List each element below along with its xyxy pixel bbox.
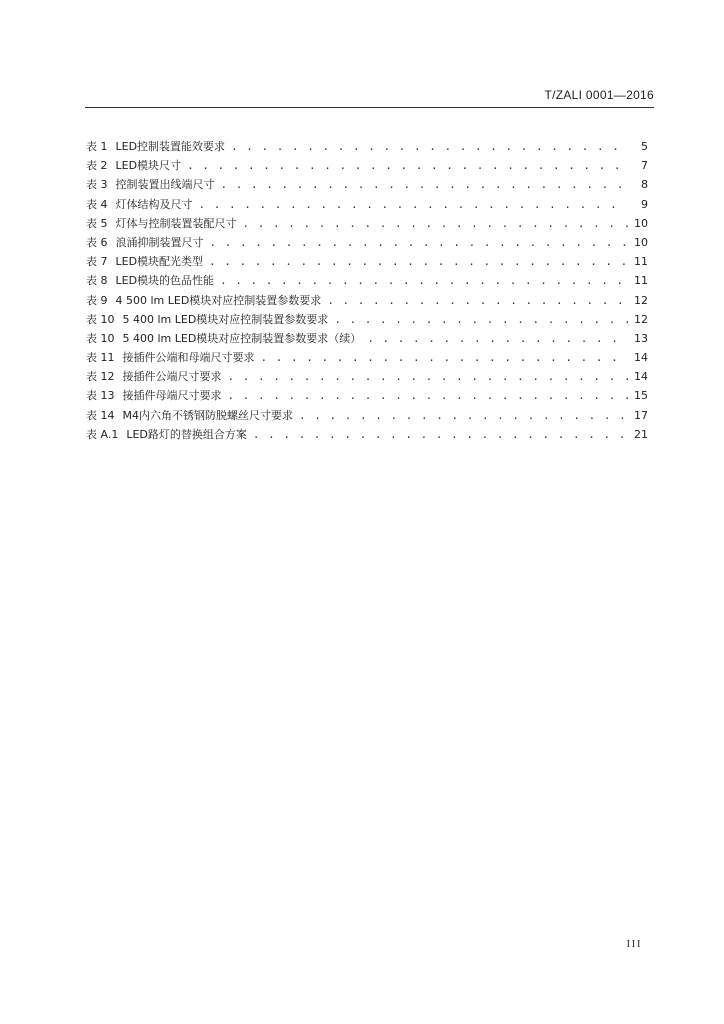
toc-row-title: LED模块配光类型 [115,255,204,269]
toc-row-label: 表 12 [86,370,115,384]
toc-row[interactable] [86,195,648,214]
toc-row-title: 控制装置出线端尺寸 [115,178,215,192]
toc-row-label: 表 5 [86,216,108,230]
toc-leader-dots [210,233,629,252]
toc-row[interactable] [86,175,648,194]
toc-row-label: 表 10 [86,312,115,326]
toc-row-label: 表 13 [86,389,115,403]
toc-row-label: 表 6 [86,235,108,249]
toc-row[interactable] [86,348,648,367]
toc-row-title: LED路灯的替换组合方案 [126,427,247,441]
toc-row-page: 14 [634,370,648,384]
toc-row-title: 灯体结构及尺寸 [115,197,193,211]
toc-row-title: LED控制装置能效要求 [115,140,226,153]
toc-row-title: LED模块尺寸 [115,159,182,173]
toc-row[interactable] [86,252,648,271]
toc-row[interactable] [86,310,648,329]
toc-leader-dots [220,271,628,290]
toc-row-label: 表 7 [86,255,108,269]
toc-row-page: 14 [634,351,648,365]
toc-leader-dots [327,291,628,310]
toc-leader-dots [228,367,629,386]
page-number: III [626,938,642,950]
toc-row[interactable] [86,233,648,252]
toc-row-page: 12 [634,312,648,326]
toc-row-title: 5 400 lm LED模块对应控制装置参数要求（续） [122,331,362,345]
toc-row-page: 15 [634,389,648,403]
toc-row-page: 5 [641,140,648,153]
toc-row-label: 表 8 [86,274,108,288]
toc-row-title: 5 400 lm LED模块对应控制装置参数要求 [122,312,329,326]
toc-row-label: 表 3 [86,178,108,192]
toc-row-page: 10 [634,235,648,249]
toc-leader-dots [221,175,629,194]
toc-row-title: 接插件公端和母端尺寸要求 [122,351,255,365]
toc-row-title: LED模块的色品性能 [115,274,215,288]
toc-row[interactable] [86,367,648,386]
toc-row-label: 表 4 [86,197,108,211]
toc-leader-dots [299,406,628,425]
toc-row-label: 表 14 [86,408,115,422]
toc-row-label: 表 11 [86,351,115,365]
toc-leader-dots [209,252,628,271]
toc-row-page: 8 [641,178,648,192]
toc-row[interactable] [86,406,648,425]
toc-row-page: 11 [634,255,648,269]
toc-row-title: 4 500 lm LED模块对应控制装置参数要求 [115,293,322,307]
toc-row-page: 21 [634,427,648,441]
toc-row-label: 表 9 [86,293,108,307]
table-list [86,137,648,444]
toc-row[interactable] [86,291,648,310]
toc-leader-dots [199,195,629,214]
toc-row[interactable] [86,137,648,156]
toc-row-page: 13 [634,331,648,345]
document-code: T/ZALI 0001—2016 [544,88,654,102]
toc-row-page: 12 [634,293,648,307]
toc-row-page: 9 [641,197,648,211]
toc-row[interactable] [86,425,648,444]
toc-row-title: 接插件公端尺寸要求 [122,370,222,384]
toc-row[interactable] [86,386,648,405]
toc-leader-dots [253,425,628,444]
toc-row-page: 7 [641,159,648,173]
toc-row-label: 表 A.1 [86,427,119,441]
toc-leader-dots [334,310,628,329]
toc-leader-dots [367,329,628,348]
toc-row-page: 17 [634,408,648,422]
toc-row-label: 表 2 [86,159,108,173]
toc-leader-dots [243,214,629,233]
toc-row-title: 浪涌抑制装置尺寸 [115,235,204,249]
header-rule [85,107,654,108]
toc-row-title: 灯体与控制装置装配尺寸 [115,216,237,230]
toc-leader-dots [187,156,628,175]
toc-row-page: 10 [634,216,648,230]
toc-row-label: 表 10 [86,331,115,345]
toc-leader-dots [261,348,629,367]
toc-leader-dots [231,137,628,156]
toc-row[interactable] [86,329,648,348]
toc-row-label: 表 1 [86,140,108,153]
toc-row-page: 11 [634,274,648,288]
toc-row[interactable] [86,271,648,290]
toc-row[interactable] [86,214,648,233]
toc-leader-dots [228,386,629,405]
toc-row-title: 接插件母端尺寸要求 [122,389,222,403]
toc-row-title: M4内六角不锈钢防脱螺丝尺寸要求 [122,408,293,422]
toc-row[interactable] [86,156,648,175]
